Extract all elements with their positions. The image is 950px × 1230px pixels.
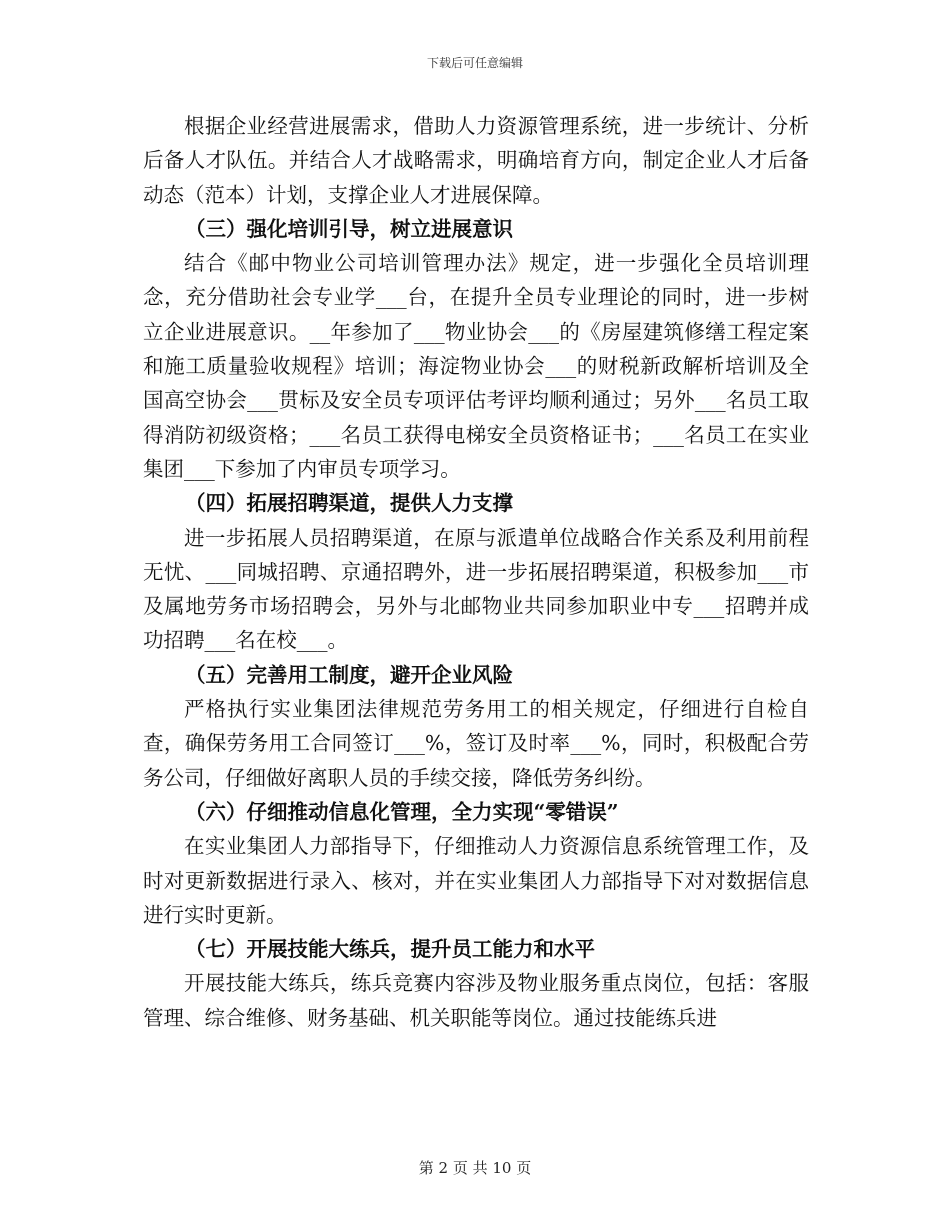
paragraph: 开展技能大练兵，练兵竞赛内容涉及物业服务重点岗位，包括：客服管理、综合维修、财务基础、机关职能等岗位。通过技能练兵进	[143, 971, 809, 1030]
section-heading: （七）开展技能大练兵，提升员工能力和水平	[185, 937, 595, 962]
section-heading: （五）完善用工制度，避开企业风险	[185, 662, 513, 687]
section-heading: （三）强化培训引导，树立进展意识	[185, 216, 513, 241]
paragraph: 根据企业经营进展需求，借助人力资源管理系统，进一步统计、分析后备人才队伍。并结合人才战略需求，明确培育方向，制定企业人才后备动态（范本）计划，支撑企业人才进展保障。	[143, 114, 809, 207]
paragraph: 严格执行实业集团法律规范劳务用工的相关规定，仔细进行自检自查，确保劳务用工合同签订___%，签订及时率___%，同时，积极配合劳务公司，仔细做好离职人员的手续交接，降低劳务纠纷。	[143, 697, 809, 790]
paragraph: 进一步拓展人员招聘渠道，在原与派遣单位战略合作关系及利用前程无忧、___同城招聘、京通招聘外，进一步拓展招聘渠道，积极参加___市及属地劳务市场招聘会，另外与北邮物业共同参加职业中专___招聘并成功招聘___名在校___。	[143, 525, 809, 653]
page-number: 第 2 页 共 10 页	[418, 1159, 532, 1177]
page-header: 下载后可任意编辑	[426, 56, 523, 70]
section-heading: （六）仔细推动信息化管理，全力实现“零错误”	[185, 799, 619, 824]
paragraph: 在实业集团人力部指导下，仔细推动人力资源信息系统管理工作，及时对更新数据进行录入、核对，并在实业集团人力部指导下对对数据信息进行实时更新。	[143, 834, 809, 927]
paragraph: 结合《邮中物业公司培训管理办法》规定，进一步强化全员培训理念，充分借助社会专业学___台，在提升全员专业理论的同时，进一步树立企业进展意识。__年参加了___物业协会___的《房屋建筑修缮工程定案和施工质量验收规程》培训；海淀物业协会___的财税新政解析培训及全国高空协会___贯标及安全员专项评估考评均顺利通过；另外___名员工取得消防初级资格；___名员工获得电梯安全员资格证书；___名员工在实业集团___下参加了内审员专项学习。	[143, 251, 809, 481]
section-heading: （四）拓展招聘渠道，提供人力支撑	[185, 491, 513, 516]
document-body	[143, 109, 809, 1035]
